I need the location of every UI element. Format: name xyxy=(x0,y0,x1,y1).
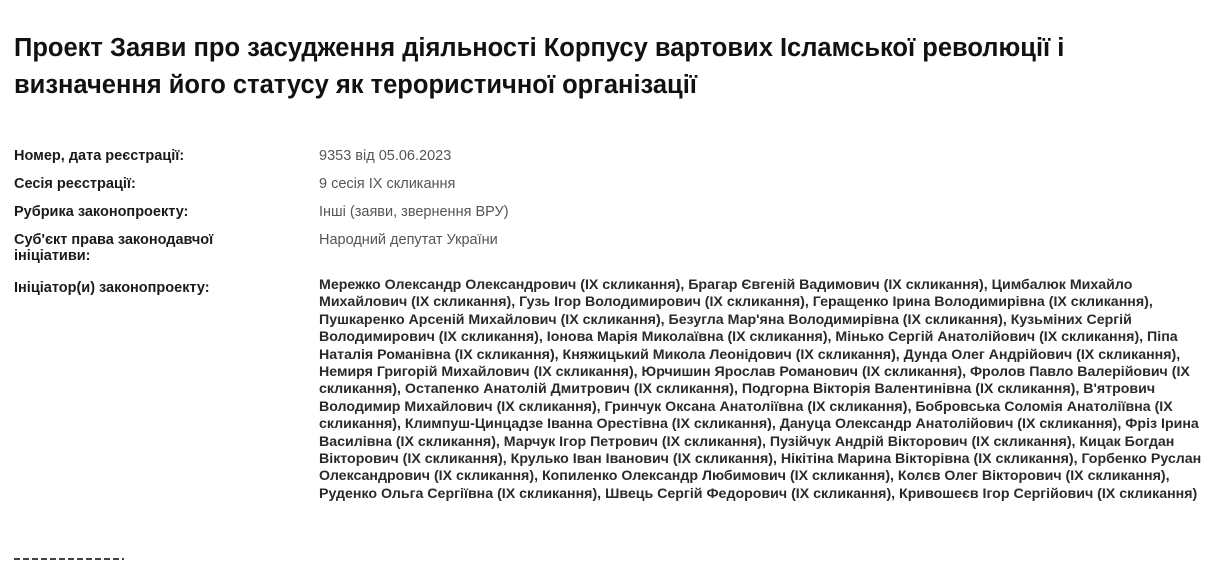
page-title: Проект Заяви про засудження діяльності Корпусу вартових Ісламської революції і визначення його статусу як терористичної організації xyxy=(14,34,1065,99)
initiators-list: Мережко Олександр Олександрович (IX скликання), Брагар Євгеній Вадимович (IX скликання), Цимбалюк Михайло Михайлович (IX скликання), Гузь Ігор Володимирович (IX скликання), Геращенко Ірина Володимирівна (IX скликання), Пушкаренко Арсеній Михайлович (IX скликання), Безугла Мар'яна Володимирівна (IX скликання), Кузьміних Сергій Володимирович (IX скликання), Іонова Марія Миколаївна (IX скликання), Мінько Сергій Анатолійович (IX скликання), Піпа Наталія Романівна (IX скликання), Княжицький Микола Леонідович (IX скликання), Дунда Олег Андрійович (IX скликання), Немиря Григорій Михайлович (IX скликання), Юрчишин Ярослав Романович (IX скликання), Фролов Павло Валерійович (IX скликання), Остапенко Анатолій Дмитрович (IX скликання), Подгорна Вікторія Валентинівна (IX скликання), В'ятрович Володимир Михайлович (IX скликання), Гринчук Оксана Анатоліївна (IX скликання), Бобровська Соломія Анатоліївна (IX скликання), Климпуш-Цинцадзе Іванна Орестівна (IX скликання), Дануца Олександр Анатолійович (IX скликання), Фріз Ірина Василівна (IX скликання), Марчук Ігор Петрович (IX скликання), Пузійчук Андрій Вікторович (IX скликання), Кицак Богдан Вікторович (IX скликання), Крулько Іван Іванович (IX скликання), Нікітіна Марина Вікторівна (IX скликання), Горбенко Руслан Олександрович (IX скликання), Копиленко Олександр Любимович (IX скликання), Колєв Олег Вікторович (IX скликання), Руденко Ольга Сергіївна (IX скликання), Швець Сергій Федорович (IX скликання), Кривошеєв Ігор Сергійович (IX скликання) xyxy=(319,277,1202,502)
initiators-label: Ініціатор(и) законопроекту: xyxy=(14,280,210,296)
registration-value: 9353 від 05.06.2023 xyxy=(319,148,452,164)
next-row-fragment xyxy=(14,555,134,561)
session-value: 9 сесія IX скликання xyxy=(319,176,456,192)
category-label: Рубрика законопроекту: xyxy=(14,204,189,220)
session-label: Сесія реєстрації: xyxy=(14,176,136,192)
subject-value: Народний депутат України xyxy=(319,232,498,248)
next-row-label-fragment xyxy=(14,558,124,560)
subject-label: Суб'єкт права законодавчої ініціативи: xyxy=(14,232,214,264)
registration-label: Номер, дата реєстрації: xyxy=(14,148,185,164)
category-value: Інші (заяви, звернення ВРУ) xyxy=(319,204,509,220)
